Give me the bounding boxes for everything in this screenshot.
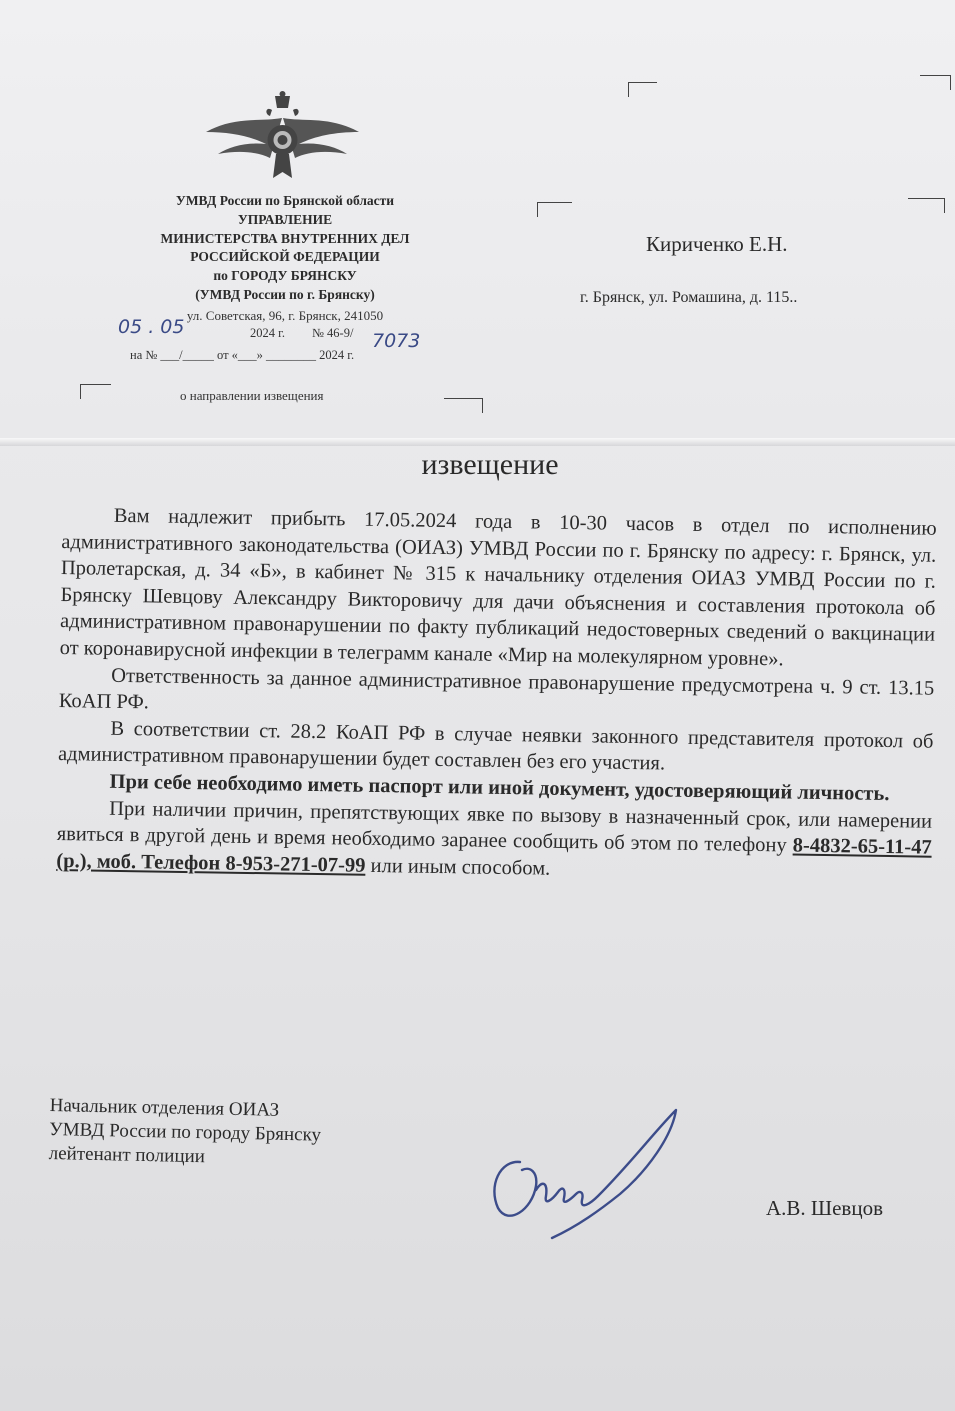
bracket-top-right <box>920 75 951 90</box>
org-line-2: МИНИСТЕРСТВА ВНУТРЕННИХ ДЕЛ <box>160 231 410 246</box>
org-line-1: УПРАВЛЕНИЕ <box>237 212 333 227</box>
signatory-line-1: Начальник отделения ОИАЗ <box>49 1094 280 1121</box>
contact-text-end: или иным способом. <box>370 854 551 880</box>
handwritten-date: 05 . 05 <box>118 316 185 338</box>
org-line-4: по ГОРОДУ БРЯНСКУ <box>213 268 357 283</box>
eagle-emblem-icon <box>200 88 365 188</box>
bracket-top-left <box>628 82 657 97</box>
bracket-mid-right <box>908 198 945 213</box>
org-line-5: (УМВД России по г. Брянску) <box>195 287 375 302</box>
signatory-title <box>48 1094 321 1172</box>
paragraph-id-required: При себе необходимо иметь паспорт или иной документ, удостоверяющий личность. <box>109 770 890 805</box>
bracket-mid-left <box>537 202 572 217</box>
paragraph-no-show: В соответствии ст. 28.2 КоАП РФ в случае неявки законного представителя протокол об административном правонарушении будет составлен без его участия. <box>57 717 934 775</box>
org-short-name: УМВД России по Брянской области <box>175 193 395 208</box>
document-body <box>56 502 937 888</box>
signatory-name: А.В. Шевцов <box>766 1196 883 1220</box>
bracket-subject-right <box>444 398 483 413</box>
contact-text: При наличии причин, препятствующих явке по вызову в назначенный срок, или намерении явиться в другой день и время необходимо заранее сообщить об этом по телефону <box>56 797 933 857</box>
reference-line: на № ___/_____ от «___» ________ 2024 г. <box>130 348 355 362</box>
paragraph-summons: Вам надлежит прибыть 17.05.2024 года в 10-30 часов в отдел по исполнению административного законодательства (ОИАЗ) УМВД России по г. Брянску по адресу: г. Брянск, ул. Пролетарская, д. 34 «Б», в кабинет № 315 к начальнику отделения ОИАЗ УМВД России по г. Брянску Шевцову Александру Викторовичу для дачи объяснения и составления протокола об административном правонарушении по факту публикаций недостоверных сведений о вакцинации от коронавирусной инфекции в телеграмм канале «Мир на молекулярном уровне». <box>59 504 937 671</box>
document-title: извещение <box>421 448 559 481</box>
org-line-3: РОССИЙСКОЙ ФЕДЕРАЦИИ <box>190 249 380 264</box>
signatory-line-3: лейтенант полиции <box>48 1142 206 1168</box>
handwritten-number: 7073 <box>372 330 421 352</box>
phone-numbers: 8-4832-65-11-47 (р.), моб. Телефон 8-953-271-07-99 <box>56 834 932 877</box>
paragraph-contact <box>56 794 932 888</box>
org-address: ул. Советская, 96, г. Брянск, 241050 <box>186 308 384 323</box>
letter-subject: о направлении извещения <box>180 388 324 403</box>
bracket-subject-left <box>80 384 111 399</box>
outgoing-date-year: 2024 г. <box>250 326 285 340</box>
recipient-address: г. Брянск, ул. Ромашина, д. 115.. <box>580 289 798 306</box>
handwritten-signature <box>480 1100 690 1250</box>
signatory-line-2: УМВД России по городу Брянску <box>49 1118 322 1146</box>
paragraph-liability: Ответственность за данное административное правонарушение предусмотрена ч. 9 ст. 13.15 КоАП РФ. <box>58 664 935 714</box>
recipient-name: Кириченко Е.Н. <box>646 232 788 256</box>
outgoing-number-prefix: № 46-9/ <box>312 326 354 340</box>
paper-fold <box>0 438 955 446</box>
